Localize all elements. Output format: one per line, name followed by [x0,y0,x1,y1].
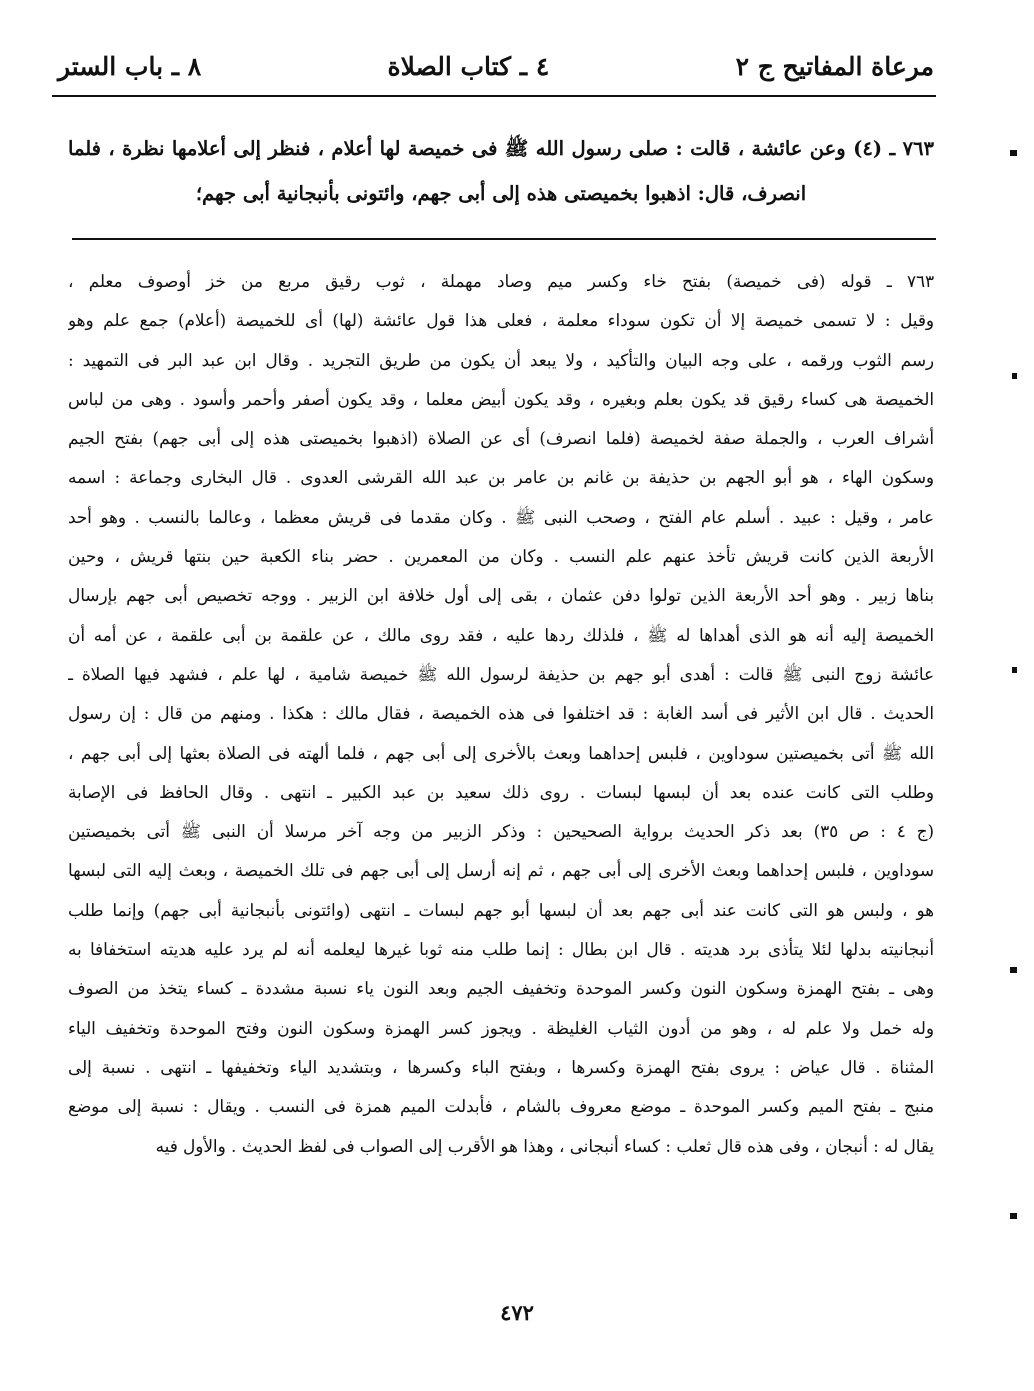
chapter-title: ٨ ـ باب الستر [58,51,202,81]
commentary-line: أشراف العرب ، والجملة صفة لخميصة (فلما انصرف) أى عن الصلاة (اذهبوا بخميصتى هذه إلى أبى جهم) بفتح الجيم [68,428,934,449]
separator-rule [72,238,936,240]
margin-mark [1012,667,1017,673]
commentary-line: هو ، ولبس هو التى كانت عند أبى جهم بعد أن لبسها أبو جهم لبسات ـ انتهى (وائتونى بأنبجانية أبى جهم) وإنما طلب [68,899,934,920]
header-rule [52,95,936,97]
commentary-line: أنبجانيته بدلها لئلا يتأذى برد هديته . قال ابن بطال : إنما طلب منه ثوبا غيرها ليعلمه أنه لم يرد عليه هديته استخفافا به [68,939,934,960]
commentary-line: رسم الثوب ورقمه ، على وجه البيان والتأكيد ، ولا يبعد أن يكون من طريق التجريد . وقال ابن عبد البر فى التمهيد : [68,349,934,370]
commentary-line: ٧٦٣ ـ قوله (فى خميصة) بفتح خاء وكسر ميم وصاد مهملة ، ثوب رقيق مربع من خز أوصوف معلم ، [68,271,934,291]
commentary-line: وسكون الهاء ، هو أبو الجهم بن حذيفة بن غانم بن عامر بن عبد الله القرشى العدوى . قال البخارى وجماعة : اسمه [68,467,934,488]
commentary-line: الله ﷺ أتى بخميصتين سوداوين ، فلبس إحداهما وبعث بالأخرى إلى أبى جهم ، فلما ألهته فى الصلاة بعثها إلى أبى جهم ، [68,742,934,763]
commentary-line: الحديث . قال ابن الأثير فى أسد الغابة : قد اختلفوا فى هذه الخميصة ، فقال مالك : هكذا . ومنهم من قال : إن رسول [68,703,934,724]
commentary-line: منبج ـ بفتح الميم وكسر الموحدة ـ موضع معروف بالشام ، فأبدلت الميم همزة فى النسب . ويقال : نسبة إلى موضع [68,1096,934,1117]
hadith-text: ٧٦٣ ـ (٤) وعن عائشة ، قالت : صلى رسول الله ﷺ فى خميصة لها أعلام ، فنظر إلى أعلامها نظرة ، فلما انصرف، قال: اذهبوا بخميصتى هذه إلى أبى جهم، وائتونى بأنبجانية أبى جهم؛ [68,137,934,205]
margin-mark [1010,967,1017,973]
commentary-line: وطلب التى كانت عنده بعد أن لبسها لبسات . روى ذلك سعيد بن عبد الكبير ـ انتهى . وقال الحافظ فى الإصابة [68,781,934,802]
commentary-line: سوداوين ، فلبس إحداهما وبعث الأخرى إلى أبى جهم ، ثم إنه أرسل إلى أبى جهم فى تلك الخميصة ، وبعث إليه التى لبسها [68,860,934,881]
commentary-line: الخميصة إليه أنه هو الذى أهداها له ﷺ ، فلذلك ردها عليه ، فقد روى مالك ، عن علقمة بن أبى علقمة ، عن أمه أن [68,624,934,645]
commentary-line: بناها زبير . وهو أحد الأربعة الذين تولوا دفن عثمان ، بقى إلى أول خلافة ابن الزبير . ووجه تخصيص أبى جهم بإرسال [68,585,934,606]
running-header [58,40,934,92]
page-number: ٤٧٢ [500,1300,534,1325]
commentary [68,262,934,1166]
margin-mark [1010,150,1017,156]
section-title: ٤ ـ كتاب الصلاة [387,51,550,81]
commentary-line: وهى ـ بفتح الهمزة وسكون النون وكسر الموحدة وتخفيف الجيم وبعد النون ياء نسبة مشددة ـ كساء يتخذ من الصوف [68,978,934,999]
commentary-line: يقال له : أنبجان ، وفى هذه قال ثعلب : كساء أنبجانى ، وهذا هو الأقرب إلى الصواب فى لفظ الحديث . والأول فيه [155,1135,934,1156]
commentary-line: الخميصة هى كساء رقيق قد يكون بعلم وبغيره ، وقد يكون أبيض معلما ، وقد يكون أصفر وأحمر وأسود . وهى من لباس [68,388,934,409]
margin-mark [1012,373,1017,379]
margin-mark [1010,1213,1017,1219]
commentary-line: (ج ٤ : ص ٣٥) بعد ذكر الحديث برواية الصحيحين : وذكر الزبير من وجه آخر مرسلا أن النبى ﷺ أتى بخميصتين [68,821,934,842]
commentary-line: وله خمل ولا علم له ، وهو من أدون الثياب الغليظة . ويجوز كسر الهمزة وسكون النون وفتح الموحدة وتخفيف الياء [68,1017,934,1038]
commentary-line: عائشة زوج النبى ﷺ قالت : أهدى أبو جهم بن حذيفة لرسول الله ﷺ خميصة شامية ، لها علم ، فشهد فيها الصلاة ـ [68,663,934,684]
book-title: مرعاة المفاتيح ج ٢ [735,51,934,81]
commentary-line: الأربعة الذين كانت قريش تأخذ عنهم علم النسب . وكان من المعمرين . حضر بناء الكعبة حين بنتها قريش ، وحين [68,546,934,567]
commentary-line: المثناة . قال عياض : يروى بفتح الهمزة وكسرها ، وبفتح الباء وكسرها ، وبتشديد الياء وتخفيفها ـ انتهى . نسبة إلى [68,1056,934,1077]
commentary-line: عامر ، وقيل : عبيد . أسلم عام الفتح ، وصحب النبى ﷺ . وكان مقدما فى قريش معظما ، وعالما بالنسب . وهو أحد [68,506,934,527]
commentary-line: وقيل : لا تسمى خميصة إلا أن تكون سوداء معلمة ، فعلى هذا قول عائشة (لها) أى للخميصة (أعلام) جمع علم وهو [68,310,934,331]
